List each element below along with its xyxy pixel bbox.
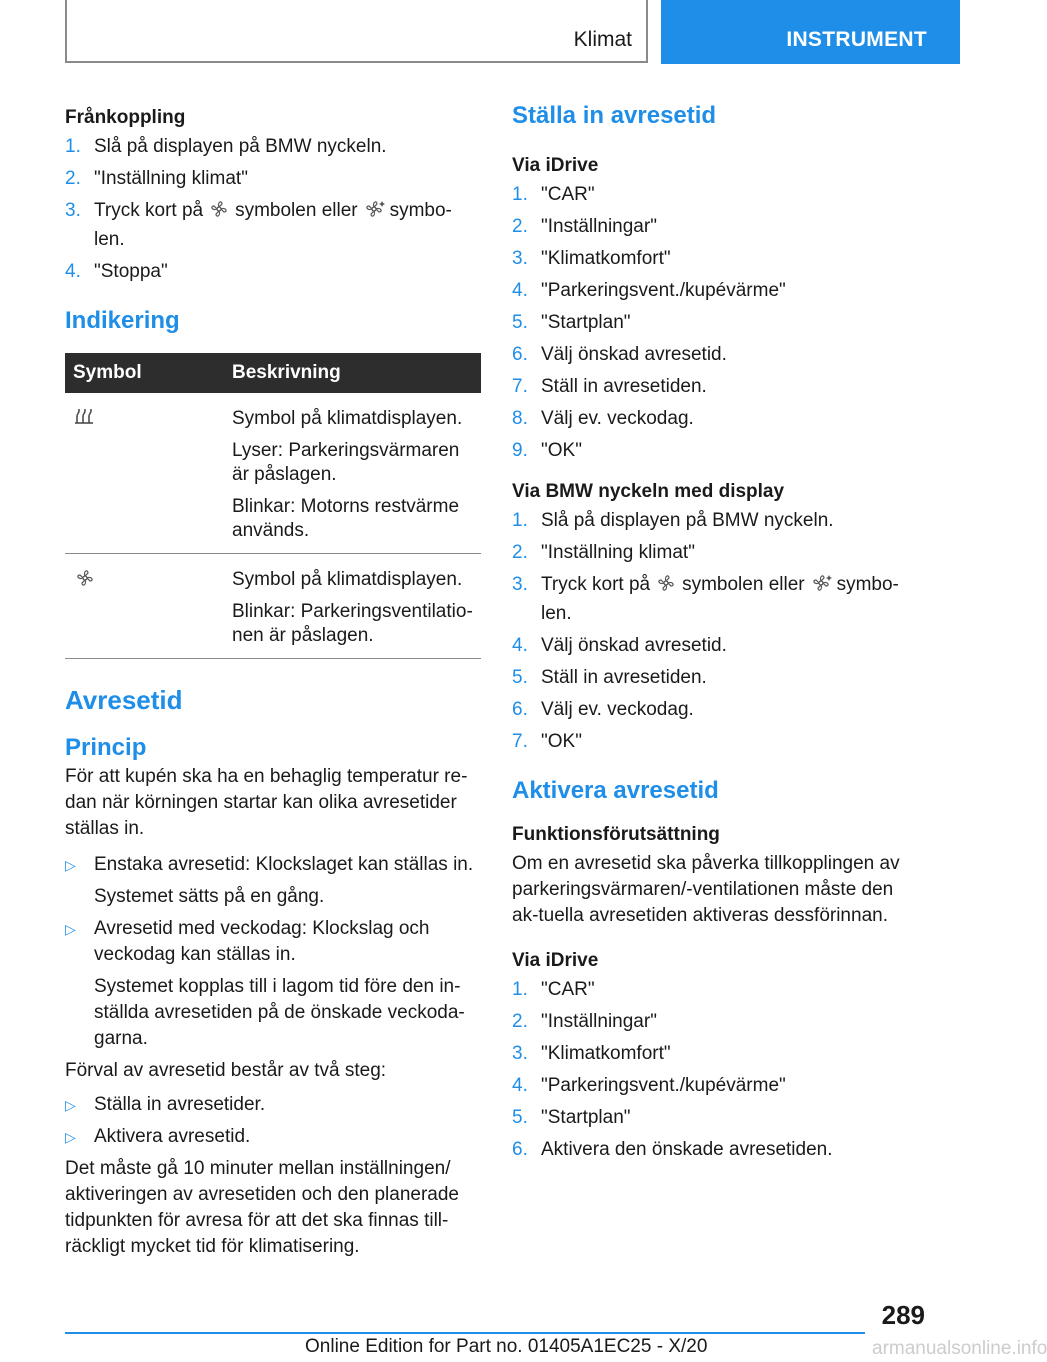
step-number: 6. xyxy=(512,699,528,720)
step-number: 5. xyxy=(512,1107,528,1128)
step-text: "OK" xyxy=(541,440,582,461)
left-column xyxy=(65,100,481,1260)
step-text: Välj önskad avresetid. xyxy=(541,344,727,365)
frankoppling-steps xyxy=(65,134,481,285)
step-text: Välj ev. veckodag. xyxy=(541,408,694,429)
list-item xyxy=(512,729,924,755)
column-header-description: Beskrivning xyxy=(224,353,481,393)
step-text: "Parkeringsvent./kupévärme" xyxy=(541,280,786,301)
header-section-tab xyxy=(65,0,648,63)
column-header-symbol: Symbol xyxy=(65,353,224,393)
step-text: Välj ev. veckodag. xyxy=(541,699,694,720)
step-text: symbo-len. xyxy=(94,200,452,250)
indikering-title: Indikering xyxy=(65,307,180,334)
bullet-subtext: Systemet sätts på en gång. xyxy=(94,886,325,907)
triangle-bullet-icon: ▷ xyxy=(65,1129,76,1145)
idrive-title: Via iDrive xyxy=(512,155,599,176)
bullet-subtext: Systemet kopplas till i lagom tid före den in-ställda avresetiden på de önskade veckoda-garna. xyxy=(94,976,465,1049)
princip-intro: För att kupén ska ha en behaglig temperatur re-dan när körningen startar kan olika avresetider ställas in. xyxy=(65,766,468,839)
fan-icon xyxy=(73,572,97,593)
step-number: 1. xyxy=(512,979,528,1000)
fan-sparkle-icon xyxy=(362,199,386,227)
step-text: Tryck kort på xyxy=(541,574,651,595)
req-title: Funktionsförutsättning xyxy=(512,824,720,845)
aktivera-idrive-title: Via iDrive xyxy=(512,950,599,971)
step-number: 8. xyxy=(512,408,528,429)
description-cell xyxy=(224,554,481,659)
step-number: 7. xyxy=(512,376,528,397)
forval-text: Förval av avresetid består av två steg: xyxy=(65,1060,387,1081)
step-number: 4. xyxy=(65,261,81,282)
key-steps xyxy=(512,508,924,755)
step-number: 4. xyxy=(512,280,528,301)
step-text: symbo-len. xyxy=(541,574,899,624)
bullet-text: Ställa in avresetider. xyxy=(94,1094,266,1115)
list-item xyxy=(512,1041,924,1067)
step-number: 3. xyxy=(512,574,528,595)
stalla-title: Ställa in avresetid xyxy=(512,102,717,129)
list-item xyxy=(512,406,924,432)
bullet-text: Enstaka avresetid: Klockslaget kan ställas in. xyxy=(94,854,474,875)
watermark: armanualsonline.info xyxy=(872,1338,1047,1359)
list-item xyxy=(65,166,481,192)
step-text: "Stoppa" xyxy=(94,261,168,282)
note-text: Det måste gå 10 minuter mellan inställningen/ aktiveringen av avresetiden och den planerade tidpunkten för avresa för att det ska finnas till-räckligt mycket tid för klimatisering. xyxy=(65,1158,459,1257)
bullet-text: Avresetid med veckodag: Klockslag och veckodag kan ställas in. xyxy=(94,918,430,965)
step-text: Välj önskad avresetid. xyxy=(541,635,727,656)
heat-icon xyxy=(73,409,95,430)
triangle-bullet-icon: ▷ xyxy=(65,921,76,937)
step-text: Ställ in avresetiden. xyxy=(541,376,707,397)
list-item xyxy=(512,977,924,1003)
step-number: 5. xyxy=(512,312,528,333)
list-item xyxy=(512,182,924,208)
step-text: "Inställning klimat" xyxy=(541,542,695,563)
step-text: "OK" xyxy=(541,731,582,752)
list-item xyxy=(512,1105,924,1131)
description-line: Symbol på klimatdisplayen. xyxy=(232,408,463,429)
symbol-table xyxy=(65,353,481,659)
list-item xyxy=(65,1092,481,1118)
step-text: Slå på displayen på BMW nyckeln. xyxy=(541,510,834,531)
frankoppling-title: Frånkoppling xyxy=(65,107,186,128)
step-number: 2. xyxy=(65,168,81,189)
description-line: Blinkar: Motorns restvärme används. xyxy=(232,496,460,541)
list-item xyxy=(65,259,481,285)
step-number: 3. xyxy=(512,1043,528,1064)
step-number: 5. xyxy=(512,667,528,688)
symbol-cell xyxy=(65,393,224,554)
list-item xyxy=(512,374,924,400)
list-item xyxy=(512,665,924,691)
symbol-cell xyxy=(65,554,224,659)
step-number: 1. xyxy=(512,510,528,531)
list-item xyxy=(512,508,924,534)
aktivera-title: Aktivera avresetid xyxy=(512,777,719,804)
footer-edition: Online Edition for Part no. 01405A1EC25 - X/20 xyxy=(305,1336,708,1357)
header-chapter-tab xyxy=(661,0,960,64)
fan-icon xyxy=(207,199,231,227)
step-number: 4. xyxy=(512,635,528,656)
table-row xyxy=(65,554,481,659)
step-text: Aktivera den önskade avresetiden. xyxy=(541,1139,833,1160)
list-item xyxy=(512,278,924,304)
step-text: "Klimatkomfort" xyxy=(541,248,671,269)
bullet-text: Aktivera avresetid. xyxy=(94,1126,251,1147)
description-line: Blinkar: Parkeringsventilatio-nen är påslagen. xyxy=(232,601,473,646)
step-text: "Inställning klimat" xyxy=(94,168,248,189)
list-item xyxy=(65,916,481,1052)
step-number: 9. xyxy=(512,440,528,461)
description-line: Lyser: Parkeringsvärmaren är påslagen. xyxy=(232,440,460,485)
idrive-steps xyxy=(512,182,924,464)
fan-icon xyxy=(654,573,678,601)
step-text: symbolen eller xyxy=(682,574,805,595)
list-item xyxy=(512,438,924,464)
list-item xyxy=(512,697,924,723)
list-item xyxy=(65,198,481,253)
list-item xyxy=(512,246,924,272)
list-item xyxy=(512,310,924,336)
list-item xyxy=(512,572,924,627)
fan-sparkle-icon xyxy=(809,573,833,601)
step-number: 3. xyxy=(65,200,81,221)
header-chapter-label: INSTRUMENT xyxy=(786,28,927,51)
key-title: Via BMW nyckeln med display xyxy=(512,481,785,502)
step-number: 4. xyxy=(512,1075,528,1096)
req-text: Om en avresetid ska påverka tillkopplingen av parkeringsvärmaren/-ventilationen måste den ak-tuella avresetiden aktiveras dessförinnan. xyxy=(512,853,900,926)
header-section-label: Klimat xyxy=(573,28,632,51)
step-number: 1. xyxy=(65,136,81,157)
list-item xyxy=(512,633,924,659)
right-column xyxy=(512,100,924,1169)
step-number: 2. xyxy=(512,1011,528,1032)
triangle-bullet-icon: ▷ xyxy=(65,1097,76,1113)
step-number: 2. xyxy=(512,216,528,237)
princip-title: Princip xyxy=(65,734,147,761)
step-text: "CAR" xyxy=(541,184,595,205)
list-item xyxy=(512,342,924,368)
avresetid-bullets xyxy=(65,852,481,1052)
step-text: "CAR" xyxy=(541,979,595,1000)
list-item xyxy=(512,1137,924,1163)
list-item xyxy=(512,1009,924,1035)
step-text: "Parkeringsvent./kupévärme" xyxy=(541,1075,786,1096)
list-item xyxy=(65,134,481,160)
step-text: "Klimatkomfort" xyxy=(541,1043,671,1064)
list-item xyxy=(512,540,924,566)
description-line: Symbol på klimatdisplayen. xyxy=(232,569,463,590)
aktivera-steps xyxy=(512,977,924,1163)
footer-divider xyxy=(65,1332,865,1334)
step-text: "Startplan" xyxy=(541,1107,631,1128)
step-number: 3. xyxy=(512,248,528,269)
step-number: 7. xyxy=(512,731,528,752)
step-text: "Inställningar" xyxy=(541,1011,657,1032)
triangle-bullet-icon: ▷ xyxy=(65,857,76,873)
table-row xyxy=(65,393,481,554)
forval-bullets xyxy=(65,1092,481,1150)
step-number: 1. xyxy=(512,184,528,205)
step-text: "Startplan" xyxy=(541,312,631,333)
step-text: "Inställningar" xyxy=(541,216,657,237)
step-number: 6. xyxy=(512,344,528,365)
list-item xyxy=(65,852,481,910)
step-text: Tryck kort på xyxy=(94,200,204,221)
avresetid-title: Avresetid xyxy=(65,685,183,715)
step-text: symbolen eller xyxy=(235,200,358,221)
step-number: 6. xyxy=(512,1139,528,1160)
list-item xyxy=(65,1124,481,1150)
step-text: Slå på displayen på BMW nyckeln. xyxy=(94,136,387,157)
page-number: 289 xyxy=(881,1300,925,1330)
step-number: 2. xyxy=(512,542,528,563)
list-item xyxy=(512,1073,924,1099)
list-item xyxy=(512,214,924,240)
step-text: Ställ in avresetiden. xyxy=(541,667,707,688)
table-header-row xyxy=(65,353,481,393)
description-cell xyxy=(224,393,481,554)
